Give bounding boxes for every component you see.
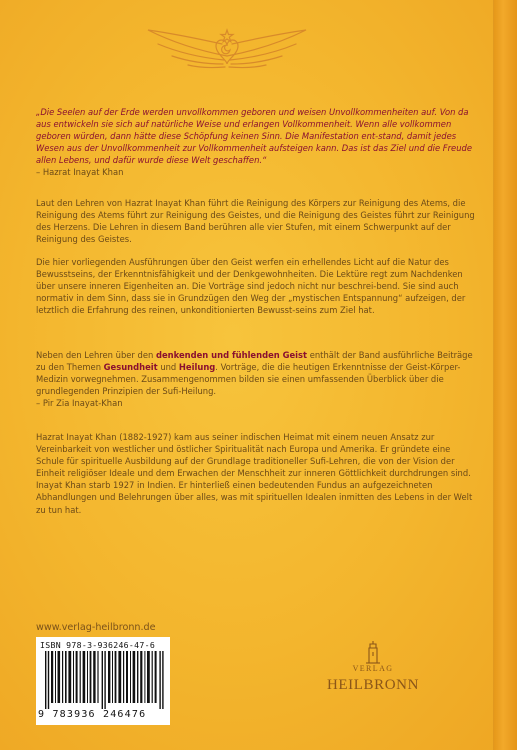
paragraph-text <box>36 349 480 397</box>
winged-heart-icon <box>146 22 308 74</box>
tower-icon <box>364 640 382 664</box>
publisher-name: HEILBRONN <box>326 677 420 693</box>
isbn-barcode <box>36 637 170 725</box>
barcode-digits: 9 783936 246476 <box>38 709 147 720</box>
publisher-small-label: VERLAG <box>352 664 394 673</box>
barcode-bars <box>45 651 165 709</box>
paragraph-author: – Pir Zia Inayat-Khan <box>36 398 123 409</box>
quote-block <box>36 106 480 179</box>
text-segment: . Vorträge, die die heutigen Erkenntnisse der Geist-Körper-Medizin vorwegnehmen. Zusammengenommen bilden sie einen umfassenden Überblick über die grundlegenden Prinzipien der Sufi-Heilung. <box>36 362 461 397</box>
book-spine <box>494 0 517 750</box>
publisher-url: www.verlag-heilbronn.de <box>36 622 156 633</box>
highlight-health: Gesundheit <box>103 362 158 373</box>
publisher-logo <box>318 640 428 710</box>
quote-author: – Hazrat Inayat Khan <box>36 167 124 178</box>
paragraph-text: Die hier vorliegenden Ausführungen über den Geist werfen ein erhellendes Licht auf die Natur des Bewusstseins, der Erkenntnisfähigkeit und der Denkgewohnheiten. Die Lektüre regt zum Nachdenken über unsere inneren Eigenheiten an. Die Vorträge sind jedoch nicht nur beschrei-bend. Sie sind auch normativ in dem Sinn, dass sie in Grundzügen den Weg der „mystischen Entspannung“ aufzeigen, der letztlich die Erfahrung des reinen, unkonditionierten Bewusst-seins zum Ziel hat. <box>36 257 466 316</box>
text-segment: enthält der Band ausführliche Beiträge zu den Themen <box>36 350 473 373</box>
paragraph-text: Laut den Lehren von Hazrat Inayat Khan führt die Reinigung des Körpers zur Reinigung des Atems, die Reinigung des Atems führt zur Reinigung des Geistes, und die Reinigung des Geistes führt zur Reinigung des Herzens. Die Lehren in diesem Band berühren alle vier Stufen, mit einem Schwerpunkt auf der Reinigung des Geistes. <box>36 198 475 245</box>
paragraph-biography <box>36 431 480 516</box>
highlight-mind: denkenden und fühlenden Geist <box>155 350 308 360</box>
paragraph-mind <box>36 256 480 316</box>
text-segment: und <box>157 362 179 373</box>
highlight-healing: Heilung <box>178 362 216 373</box>
quote-text: „Die Seelen auf der Erde werden unvollkommen geboren und weisen Unvollkommenheiten auf. Von da aus entwickeln sie sich auf natürliche Weise und erlangen Vollkommenheit. Wenn alle vollkommen geboren würden, dann hätte diese Schöpfung keinen Sinn. Die Manifestation ent-stand, damit jedes Wesen aus der Unvollkommenheit zur Vollkommenheit aufsteigen kann. Das ist das Ziel und die Freude allen Lebens, und dafür wurde diese Welt geschaffen.“ <box>36 107 472 166</box>
paragraph-healing <box>36 349 480 409</box>
paragraph-purification <box>36 197 480 245</box>
isbn-label: ISBN 978-3-936246-47-6 <box>40 640 156 650</box>
text-segment: Neben den Lehren über den <box>36 350 156 360</box>
paragraph-text: Hazrat Inayat Khan (1882-1927) kam aus seiner indischen Heimat mit einem neuen Ansatz zur Vereinbarkeit von westlicher und östlicher Spiritualität nach Europa und Amerika. Er gründete eine Schule für spirituelle Ausbildung auf der Grundlage traditioneller Sufi-Lehren, die von der Vision der Einheit religiöser Ideale und dem Erwachen der Menschheit zur inneren Göttlichkeit durchdrungen sind. Inayat Khan starb 1927 in Indien. Er hinterließ einen bedeutenden Fundus an aufgezeichneten Abhandlungen und Belehrungen über alles, was mit spirituellen Idealen inmitten des Lebens in der Welt zu tun hat. <box>36 432 473 515</box>
